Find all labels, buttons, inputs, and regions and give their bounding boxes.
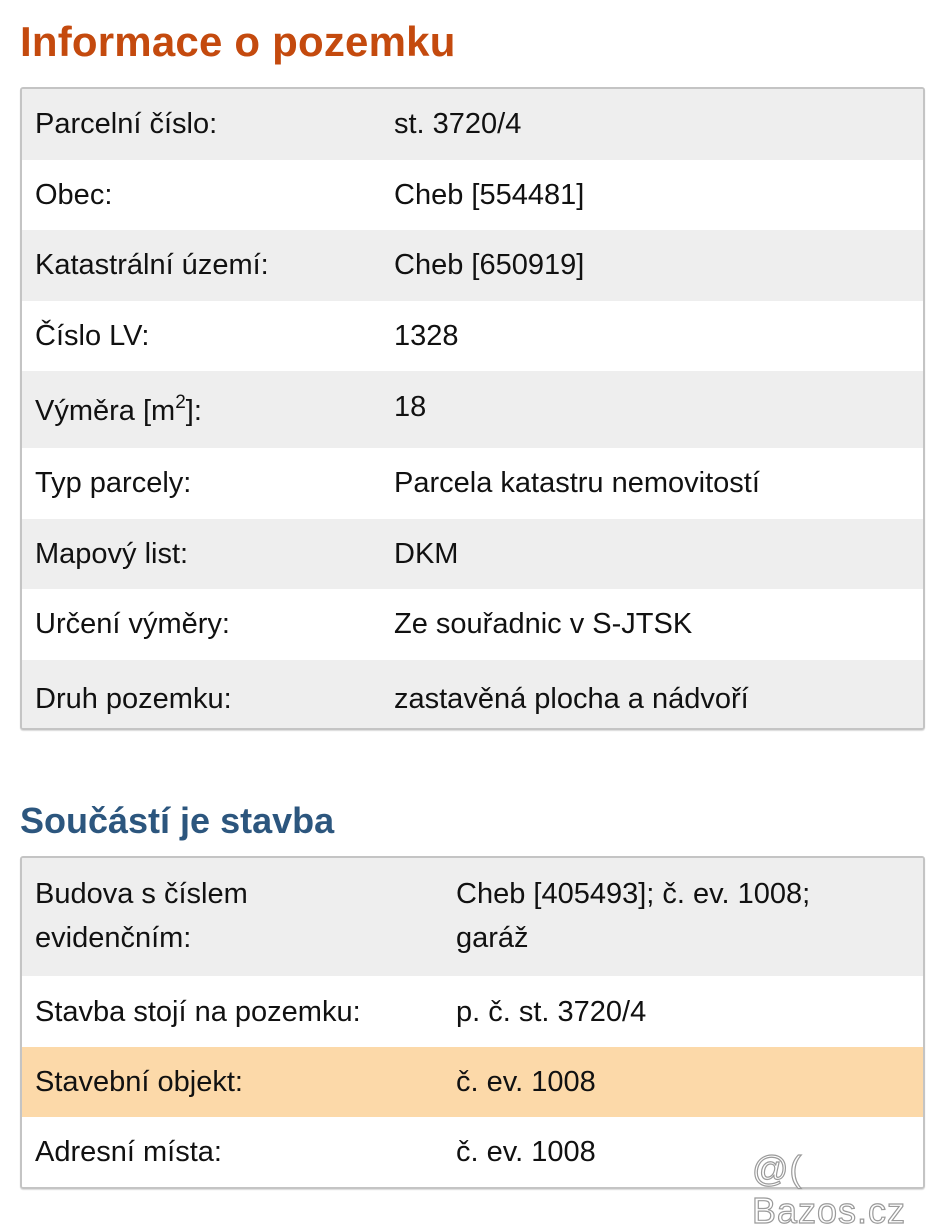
row-label: Stavební objekt: xyxy=(35,1066,243,1098)
row-label: Adresní místa: xyxy=(35,1136,222,1168)
parcel-info-table xyxy=(20,87,925,730)
row-value[interactable]: č. ev. 1008 xyxy=(456,1066,596,1098)
table-row-highlighted xyxy=(22,1047,923,1117)
row-label: Mapový list: xyxy=(35,537,189,570)
row-label: Katastrální území: xyxy=(35,249,269,281)
row-value: st. 3720/4 xyxy=(394,108,522,140)
table-row xyxy=(22,589,923,660)
table-row xyxy=(22,301,923,371)
row-label: Druh pozemku: xyxy=(35,682,232,715)
row-value[interactable]: Cheb [650919] xyxy=(394,249,585,281)
row-label: Budova s číslem evidenčním: xyxy=(35,878,248,954)
row-value: zastavěná plocha a nádvoří xyxy=(394,682,749,715)
table-row xyxy=(22,519,923,589)
table-row xyxy=(22,976,923,1047)
row-value[interactable]: Cheb [554481] xyxy=(394,178,585,211)
row-label: Stavba stojí na pozemku: xyxy=(35,995,361,1028)
section-title-parcel-info: Informace o pozemku xyxy=(20,18,456,65)
row-value: Ze souřadnic v S-JTSK xyxy=(394,608,693,640)
row-value[interactable]: č. ev. 1008 xyxy=(456,1136,596,1168)
table-row xyxy=(22,858,923,976)
table-row xyxy=(22,160,923,230)
bazos-watermark: @( Bazos.cz xyxy=(752,1148,907,1231)
table-row xyxy=(22,371,923,448)
row-label: Typ parcely: xyxy=(35,467,192,499)
row-label: Obec: xyxy=(35,178,113,211)
row-label: Výměra $[m^2]$: xyxy=(35,392,202,427)
table-row xyxy=(22,89,923,160)
section-title-building: Součástí je stavba xyxy=(20,800,335,841)
row-value[interactable]: p. č. st. 3720/4 xyxy=(456,995,647,1028)
row-label: Parcelní číslo: xyxy=(35,108,218,140)
row-value: DKM xyxy=(394,537,459,570)
row-label: Určení výměry: xyxy=(35,608,230,640)
row-value[interactable]: 1328 xyxy=(394,319,459,352)
row-value: Parcela katastru nemovitostí xyxy=(394,467,760,499)
row-value: 18 xyxy=(394,391,427,423)
row-value[interactable]: Cheb [405493]; č. ev. 1008; garáž xyxy=(456,878,811,954)
table-row xyxy=(22,660,923,730)
table-row xyxy=(22,230,923,301)
building-table xyxy=(20,856,925,1189)
table-row xyxy=(22,448,923,519)
row-label: Číslo LV: xyxy=(35,319,150,352)
